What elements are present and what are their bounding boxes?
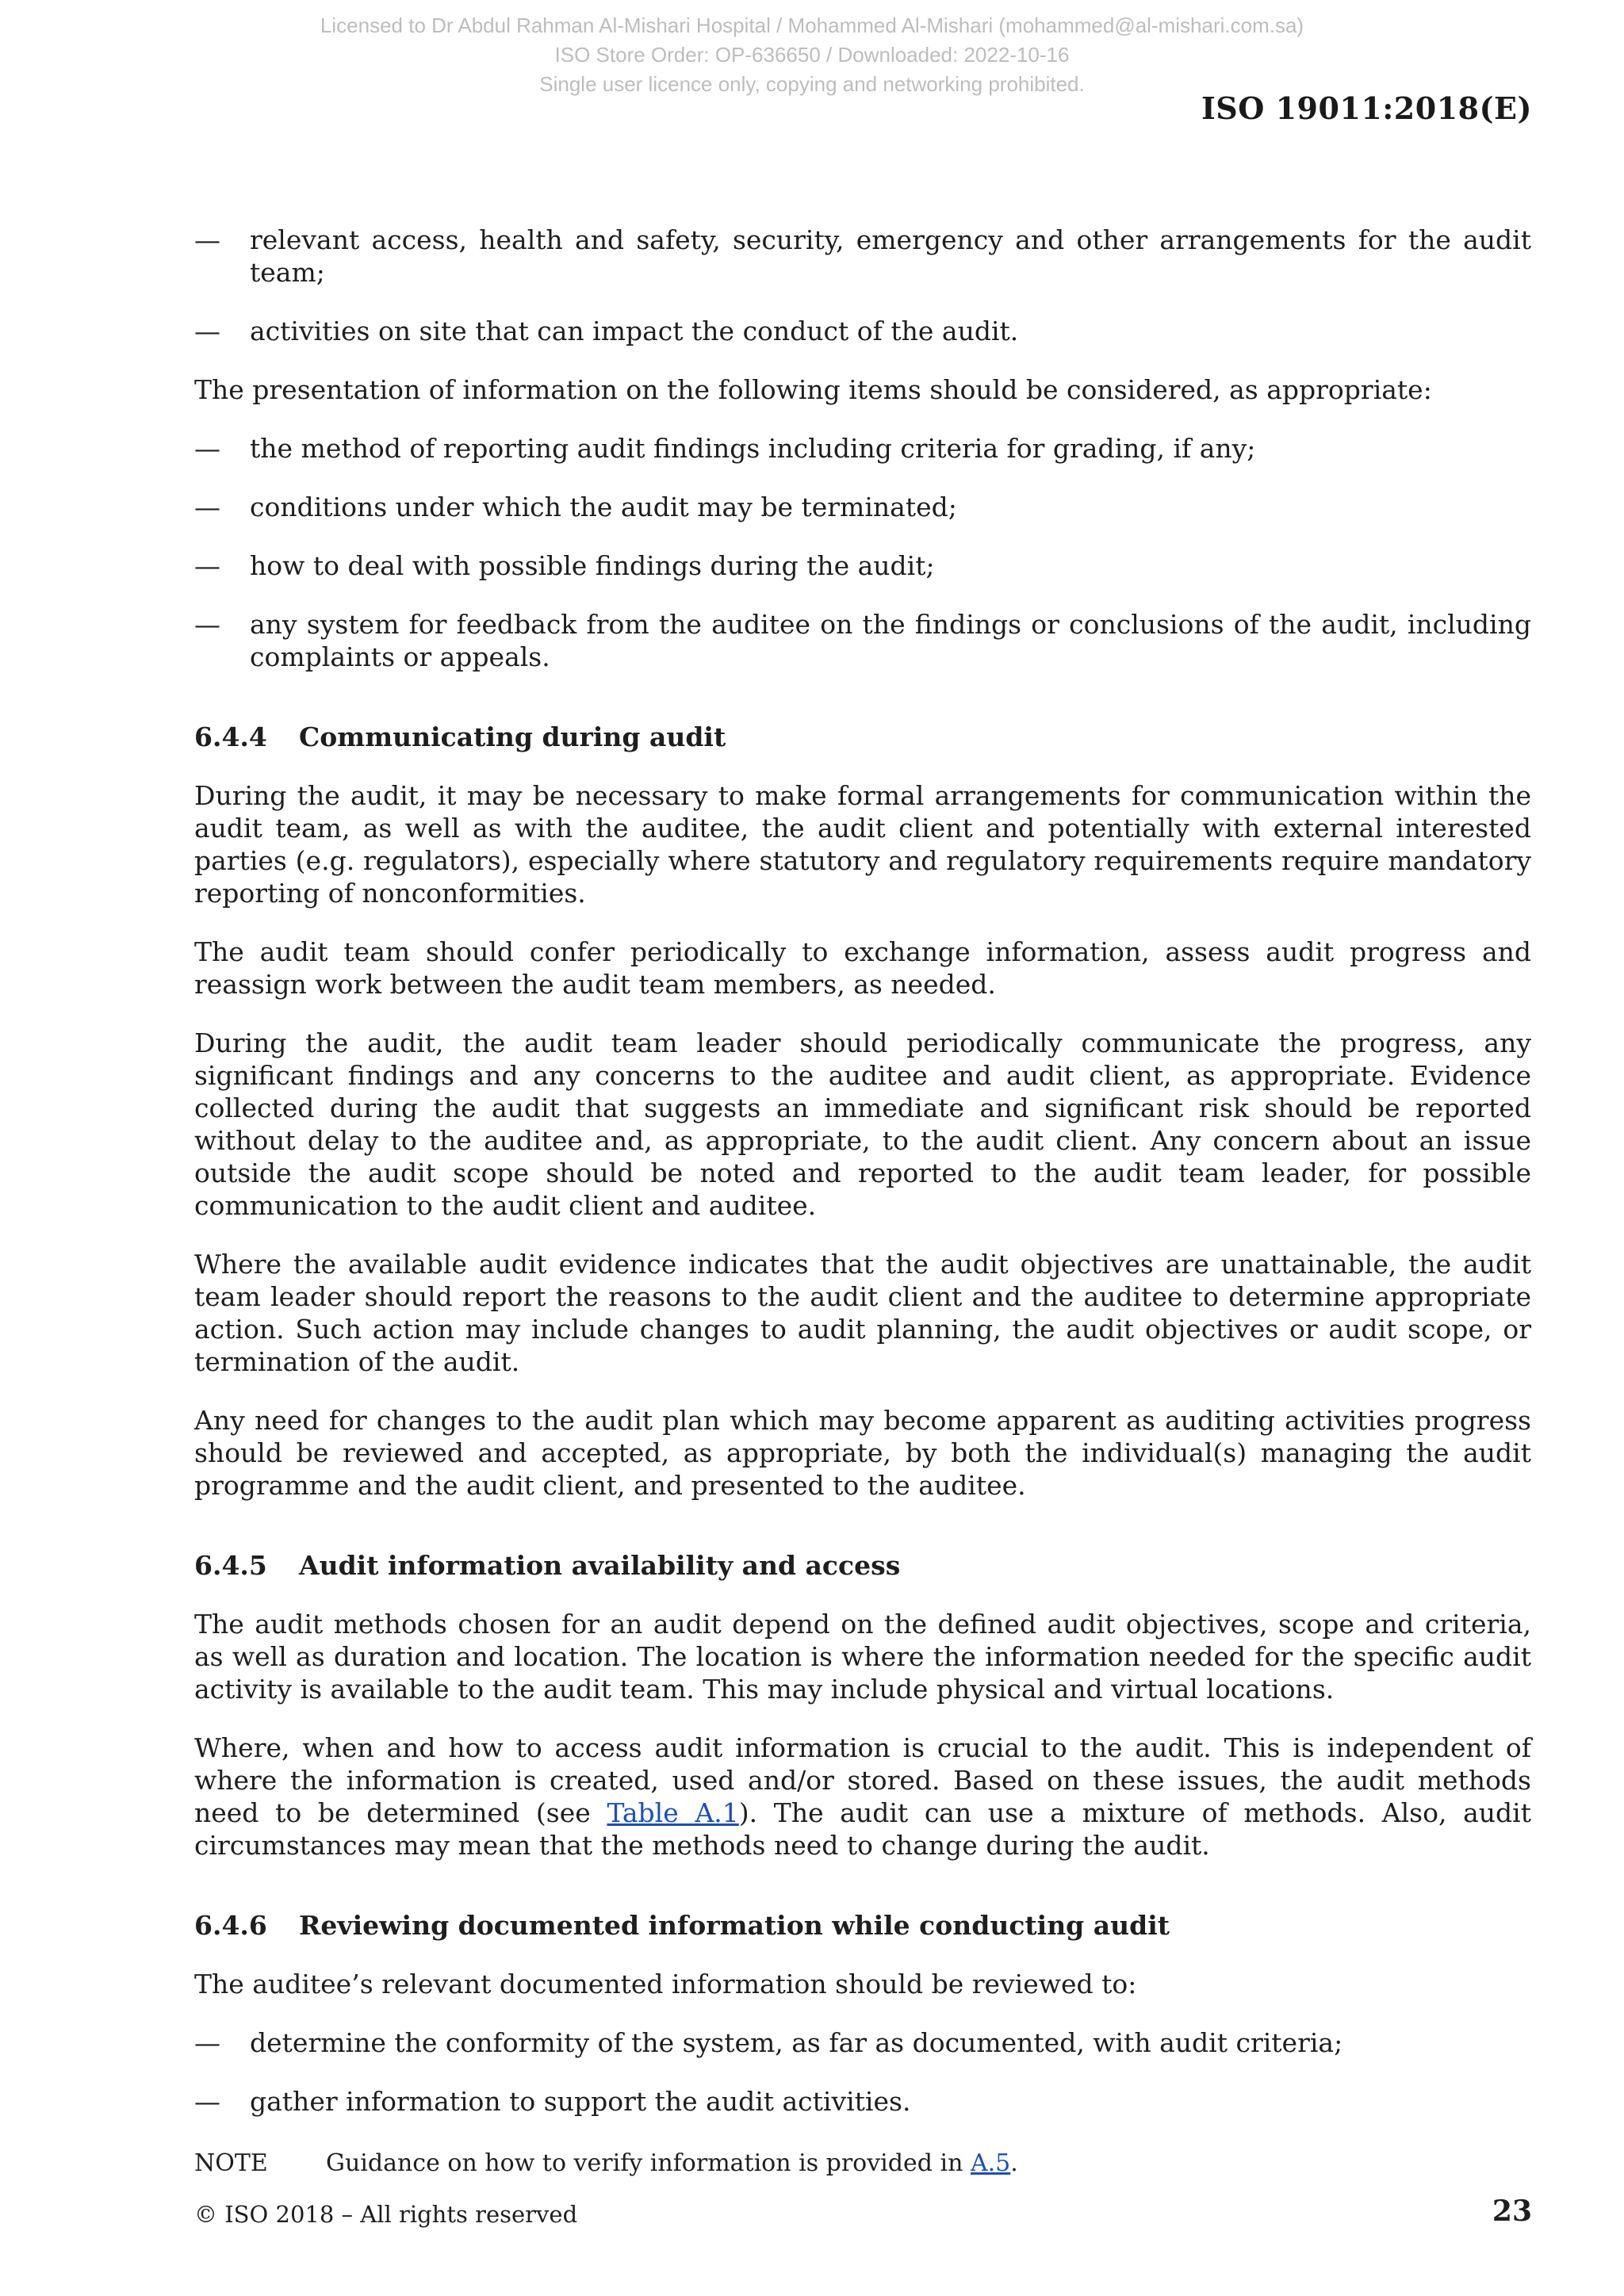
- copyright-notice: © ISO 2018 – All rights reserved: [194, 2201, 578, 2228]
- section-heading-6-4-6: [194, 1909, 1531, 1942]
- list-item-text: conditions under which the audit may be terminated;: [250, 492, 957, 522]
- section-number: 6.4.6: [194, 1910, 267, 1941]
- licence-watermark: [0, 11, 1624, 99]
- dash-bullet: —: [194, 609, 220, 640]
- page-body: [194, 224, 1531, 2179]
- dash-bullet: —: [194, 550, 220, 581]
- paragraph-text: ). The audit can use a mixture of methods. Also, audit circumstances may mean that the methods need to change during the audit.: [194, 1797, 1531, 1861]
- paragraph: The audit methods chosen for an audit depend on the defined audit objectives, scope and criteria, as well as duration and location. The location is where the information needed for the specific audit activity is available to the audit team. This may include physical and virtual locations.: [194, 1609, 1531, 1705]
- paragraph: The audit team should confer periodically to exchange information, assess audit progress and reassign work between the audit team members, as needed.: [194, 936, 1531, 1000]
- list-item-text: any system for feedback from the auditee on the findings or conclusions of the audit, including complaints or appeals.: [250, 609, 1531, 672]
- list-item-text: relevant access, health and safety, security, emergency and other arrangements for the audit team;: [250, 224, 1531, 288]
- paragraph: During the audit, the audit team leader should periodically communicate the progress, any significant findings and any concerns to the auditee and audit client, as appropriate. Evidence collected during the audit that suggests an immediate and significant risk should be reported without delay to the auditee and, as appropriate, to the audit client. Any concern about an issue outside the audit scope should be noted and reported to the audit team leader, for possible communication to the audit client and auditee.: [194, 1027, 1531, 1221]
- note-text-before: Guidance on how to verify information is provided in: [326, 2149, 971, 2177]
- list-item: [194, 608, 1531, 673]
- list-item-text: how to deal with possible findings during the audit;: [250, 550, 935, 581]
- dash-bullet: —: [194, 492, 220, 522]
- section-heading-6-4-4: [194, 721, 1531, 753]
- dash-bullet: —: [194, 224, 220, 255]
- section-title: Reviewing documented information while conducting audit: [299, 1910, 1170, 1941]
- watermark-line-2: ISO Store Order: OP-636650 / Downloaded: 2022-10-16: [554, 43, 1070, 67]
- paragraph: Any need for changes to the audit plan which may become apparent as auditing activities progress should be reviewed and accepted, as appropriate, by both the individual(s) managing the audit programme and the audit client, and presented to the auditee.: [194, 1405, 1531, 1501]
- list-item: [194, 491, 1531, 523]
- list-item: [194, 2085, 1531, 2118]
- list-item-text: the method of reporting audit findings including criteria for grading, if any;: [250, 433, 1256, 464]
- note-label: NOTE: [194, 2149, 268, 2177]
- dash-bullet: —: [194, 433, 220, 464]
- dash-bullet: —: [194, 316, 220, 346]
- table-a1-link[interactable]: Table A.1: [607, 1797, 739, 1828]
- list-item: [194, 224, 1531, 289]
- list-item-text: gather information to support the audit activities.: [250, 2086, 911, 2117]
- list-item: [194, 432, 1531, 465]
- note-text: [326, 2148, 1018, 2179]
- section-title: Communicating during audit: [299, 721, 726, 752]
- presentation-intro: The presentation of information on the following items should be considered, as appropriate:: [194, 374, 1432, 405]
- a5-link[interactable]: A.5: [970, 2149, 1011, 2177]
- section-number: 6.4.4: [194, 721, 267, 752]
- watermark-line-3: Single user licence only, copying and networking prohibited.: [539, 72, 1085, 96]
- paragraph-text: Where, when and how to access audit information is crucial to the audit. This is independent of where the information is created, used and/or stored. Based on these issues, the audit methods need to be determined (see: [194, 1732, 1531, 1828]
- paragraph: [194, 1732, 1531, 1862]
- section-title: Audit information availability and access: [299, 1550, 901, 1581]
- watermark-line-1: Licensed to Dr Abdul Rahman Al-Mishari Hospital / Mohammed Al-Mishari (mohammed@al-mishari.com.sa): [320, 13, 1304, 37]
- paragraph: Where the available audit evidence indicates that the audit objectives are unattainable, the audit team leader should report the reasons to the audit client and the auditee to determine appropriate action. Such action may include changes to audit planning, the audit objectives or audit scope, or termination of the audit.: [194, 1249, 1531, 1377]
- note-text-after: .: [1010, 2149, 1018, 2177]
- list-item: [194, 549, 1531, 582]
- page-number: 23: [1492, 2195, 1532, 2228]
- paragraph: During the audit, it may be necessary to make formal arrangements for communication within the audit team, as well as with the auditee, the audit client and potentially with external interested parties (e.g. regulators), especially where statutory and regulatory requirements require mandatory reporting of nonconformities.: [194, 780, 1531, 909]
- section-heading-6-4-5: [194, 1549, 1531, 1582]
- standard-reference: ISO 19011:2018(E): [1201, 90, 1532, 126]
- section-number: 6.4.5: [194, 1550, 267, 1581]
- paragraph: The auditee’s relevant documented information should be reviewed to:: [194, 1969, 1137, 1999]
- list-item-text: activities on site that can impact the conduct of the audit.: [250, 316, 1019, 346]
- list-item-text: determine the conformity of the system, as far as documented, with audit criteria;: [250, 2027, 1343, 2058]
- dash-bullet: —: [194, 2027, 220, 2058]
- note: [194, 2148, 1531, 2179]
- list-item: [194, 315, 1531, 347]
- list-item: [194, 2026, 1531, 2059]
- dash-bullet: —: [194, 2086, 220, 2117]
